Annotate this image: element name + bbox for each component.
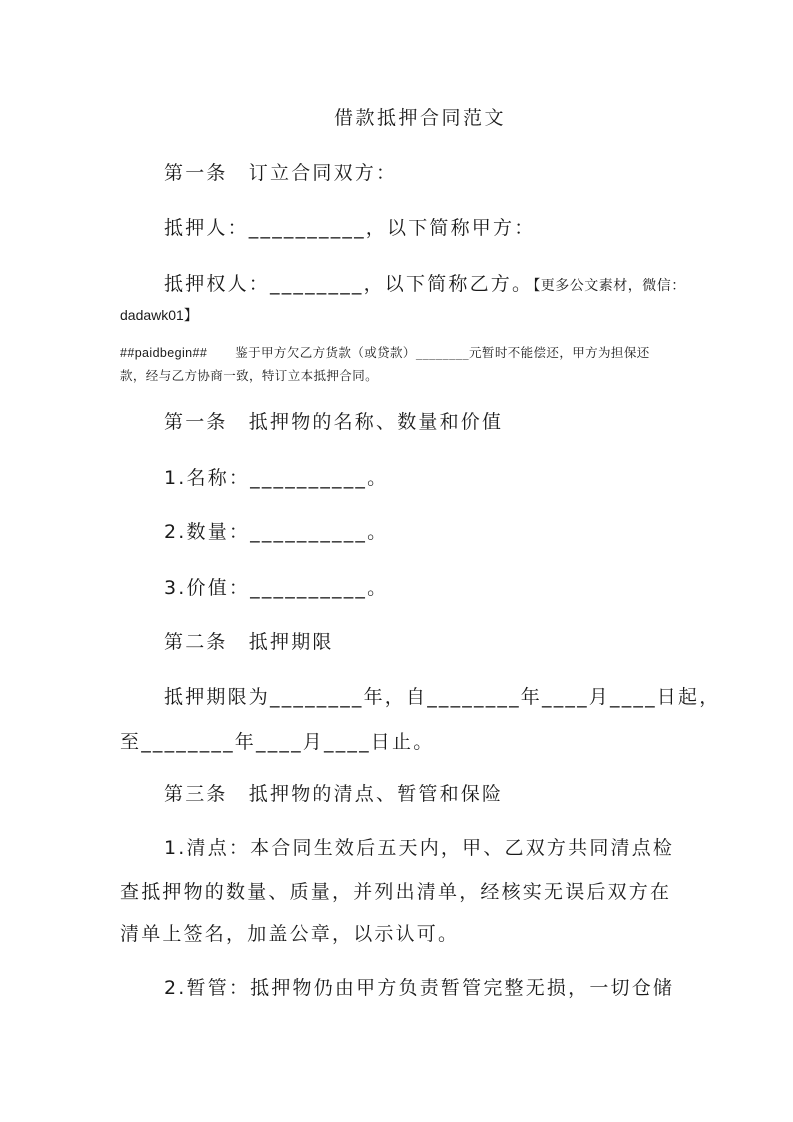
term-line-2: 至________年____月____日止。 — [120, 731, 435, 753]
mortgagee-text: 抵押权人：________，以下简称乙方。 — [164, 273, 534, 295]
term-heading: 第二条 抵押期限 — [164, 631, 334, 653]
inventory-line-1: 1.清点：本合同生效后五天内，甲、乙双方共同清点检 — [164, 837, 675, 859]
paid-text-1: 鉴于甲方欠乙方货款（或贷款）________元暂时不能偿还，甲方为担保还 — [235, 345, 650, 360]
paid-paragraph-line1 — [120, 344, 650, 362]
collateral-value: 3.价值：__________。 — [164, 577, 389, 599]
inventory-line-2: 查抵押物的数量、质量，并列出清单，经核实无误后双方在 — [120, 881, 672, 903]
wechat-id: dadawk01 — [120, 307, 184, 323]
promo-text: 【更多公文素材，微信： — [533, 278, 686, 294]
collateral-quantity: 2.数量：__________。 — [164, 521, 389, 543]
inventory-heading: 第三条 抵押物的清点、暂管和保险 — [164, 783, 504, 805]
mortgagee-line — [164, 272, 686, 298]
mortgagor-line: 抵押人：__________，以下简称甲方： — [164, 217, 536, 239]
document-title: 借款抵押合同范文 — [334, 107, 507, 129]
promo-continuation — [120, 302, 198, 328]
collateral-name: 1.名称：__________。 — [164, 467, 389, 489]
paid-marker: ##paidbegin## — [120, 346, 208, 360]
term-line-1: 抵押期限为________年，自________年____月____日起， — [164, 686, 721, 708]
promo-close: 】 — [183, 308, 199, 324]
paid-paragraph-line2: 款，经与乙方协商一致，特订立本抵押合同。 — [120, 368, 379, 383]
collateral-heading: 第一条 抵押物的名称、数量和价值 — [164, 411, 504, 433]
custody-line-1: 2.暂管：抵押物仍由甲方负责暂管完整无损，一切仓储 — [164, 977, 675, 999]
inventory-line-3: 清单上签名，加盖公章，以示认可。 — [120, 923, 460, 945]
article-1-heading: 第一条 订立合同双方： — [164, 162, 398, 184]
